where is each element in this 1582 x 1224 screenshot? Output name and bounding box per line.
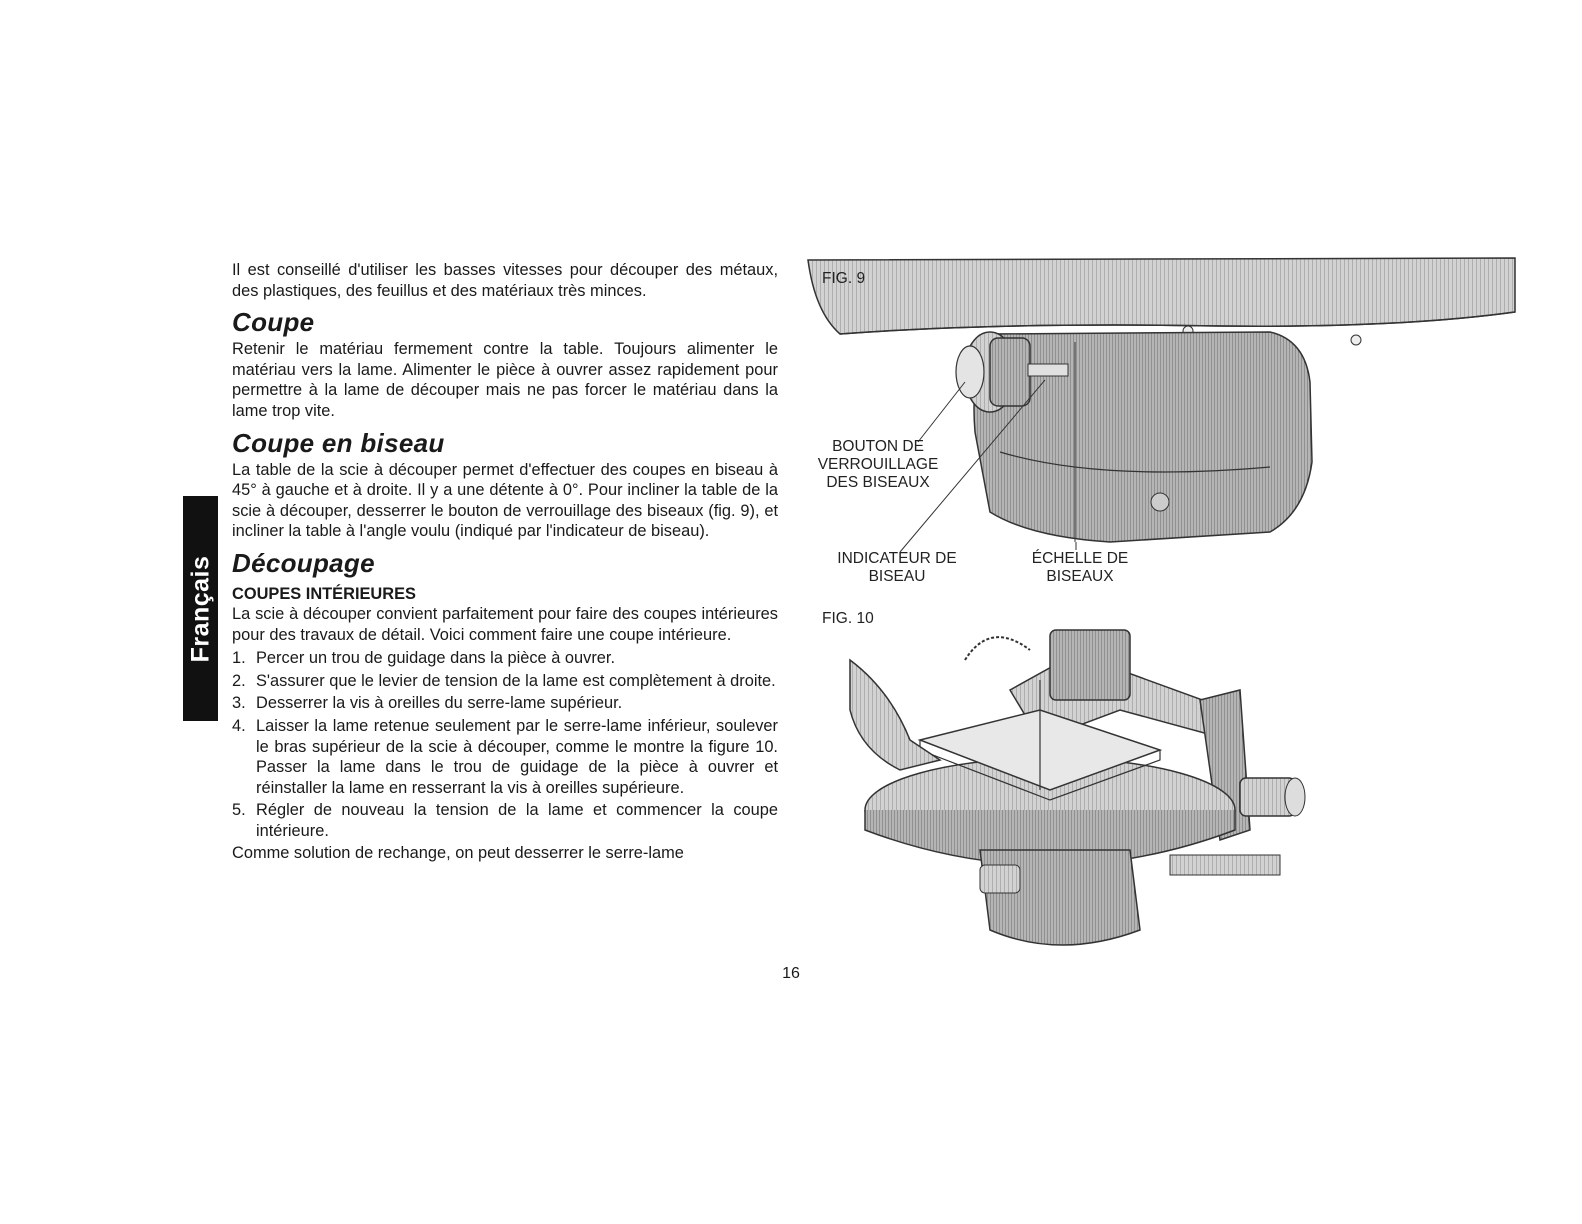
step-text: Percer un trou de guidage dans la pièce à ouvrer. (256, 649, 616, 668)
closing-paragraph: Comme solution de rechange, on peut desserrer le serre-lame (232, 844, 684, 863)
list-item (232, 671, 778, 692)
fig9-callout-bevel-indicator (822, 550, 972, 586)
callout-text-line: INDICATEUR DE (837, 550, 957, 567)
language-side-tab (183, 496, 218, 721)
step-number: 4. (232, 716, 246, 735)
text-column (232, 260, 778, 864)
steps-list (232, 648, 778, 841)
subheading-coupes-interieures: COUPES INTÉRIEURES (232, 584, 416, 603)
step-number: 1. (232, 649, 246, 668)
figure-9-illustration (800, 252, 1520, 592)
decoupage-paragraph: La scie à découper convient parfaitement pour faire des coupes intérieures pour des travaux de détail. Voici comment faire une coupe intérieure. (232, 604, 778, 644)
callout-text-line: BISEAUX (1046, 568, 1114, 585)
fig9-label: FIG. 9 (822, 270, 866, 287)
intro-paragraph: Il est conseillé d'utiliser les basses vitesses pour découper des métaux, des plastiques, des feuillus et des matériaux très minces. (232, 261, 778, 300)
fig9-callout-bevel-lock-knob (808, 438, 948, 492)
biseau-paragraph: La table de la scie à découper permet d'effectuer des coupes en biseau à 45° à gauche et à droite. Il y a une détente à 0°. Pour incliner la table de la scie à découper, desserrer le bouton de verrouillage des biseaux (fig. 9), et incliner la table à l'angle voulu (indiqué par l'indicateur de biseau). (232, 460, 778, 541)
callout-text-line: VERROUILLAGE (817, 456, 939, 473)
language-side-tab-label: Français (186, 555, 214, 662)
step-text: Desserrer la vis à oreilles du serre-lame supérieur. (256, 694, 623, 713)
callout-text-line: ÉCHELLE DE (1031, 550, 1129, 567)
fig10-label: FIG. 10 (822, 610, 874, 627)
heading-coupe-en-biseau: Coupe en biseau (232, 427, 445, 458)
coupe-paragraph: Retenir le matériau fermement contre la table. Toujours alimenter le matériau vers la lame. Alimenter le pièce à ouvrer assez rapidement pour permettre à la lame de découper mais ne pas forcer le matériau dans la lame trop vite. (232, 340, 778, 420)
heading-decoupage: Découpage (232, 547, 375, 578)
list-item (232, 716, 778, 798)
step-text: Régler de nouveau la tension de la lame et commencer la coupe intérieure. (256, 801, 778, 840)
callout-text-line: BISEAU (868, 568, 926, 585)
list-item (232, 693, 778, 714)
list-item (232, 800, 778, 841)
callout-text-line: BOUTON DE (832, 438, 924, 455)
step-number: 2. (232, 671, 246, 690)
callout-text-line: DES BISEAUX (826, 474, 930, 491)
heading-coupe: Coupe (232, 307, 315, 338)
step-text: Laisser la lame retenue seulement par le serre-lame inférieur, soulever le bras supérieur de la scie à découper, comme le montre la figure 10. Passer la lame dans le trou de guidage de la pièce à ouvrer et réinstaller la lame en resserrant la vis à oreilles supérieure. (256, 716, 778, 797)
list-item (232, 648, 778, 669)
step-text: S'assurer que le levier de tension de la lame est complètement à droite. (256, 671, 776, 690)
page-number: 16 (782, 965, 800, 982)
figure-10-illustration (840, 600, 1320, 960)
step-number: 5. (232, 801, 246, 820)
fig9-callout-bevel-scale (1010, 550, 1150, 586)
step-number: 3. (232, 694, 246, 713)
